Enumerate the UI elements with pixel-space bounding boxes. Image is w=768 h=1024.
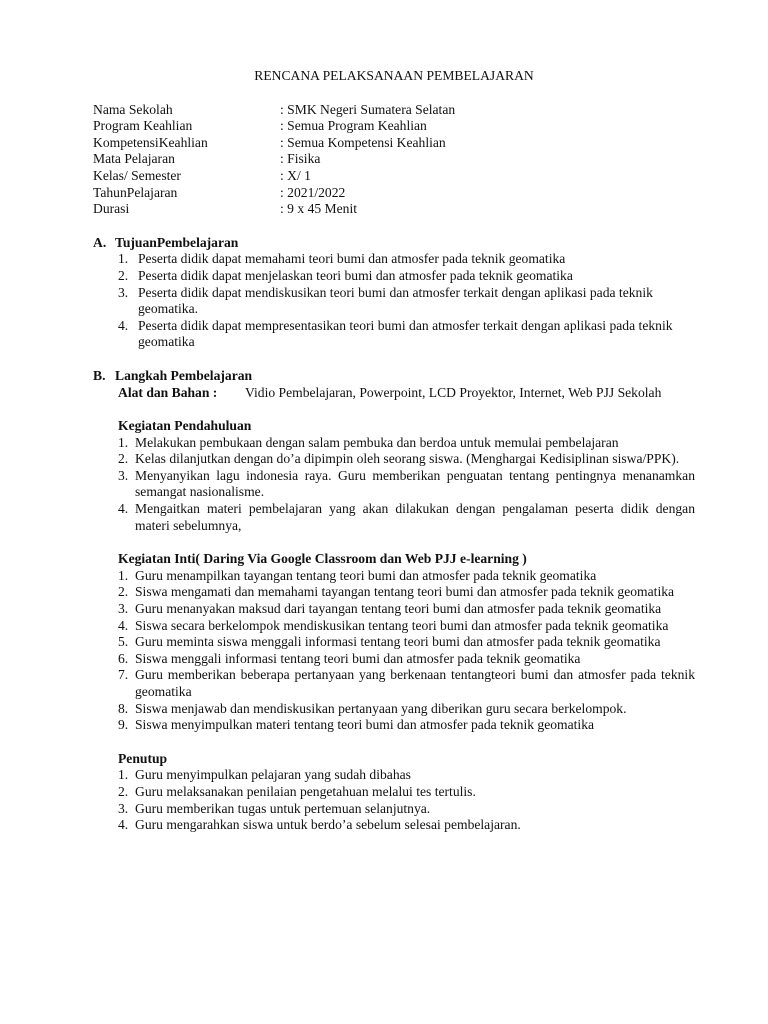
list-item xyxy=(118,767,695,784)
info-label: Nama Sekolah xyxy=(93,101,173,117)
item-text: Mengaitkan materi pembelajaran yang akan dilakukan dengan pengalaman peserta didik dengan materi sebelumnya, xyxy=(135,501,695,533)
item-text: Guru meminta siswa menggali informasi tentang teori bumi dan atmosfer pada teknik geomatika xyxy=(135,634,661,650)
info-value: : Semua Kompetensi Keahlian xyxy=(280,134,446,150)
item-number: 3. xyxy=(118,284,129,300)
item-text: Siswa menjawab dan mendiskusikan pertanyaan yang diberikan guru secara berkelompok. xyxy=(135,700,627,716)
item-number: 2. xyxy=(118,783,129,799)
info-row xyxy=(93,185,695,202)
list-item xyxy=(118,584,695,601)
item-text: Siswa secara berkelompok mendiskusikan tentang teori bumi dan atmosfer pada teknik geomatika xyxy=(135,617,669,633)
section-letter: A. xyxy=(93,234,107,250)
list-item xyxy=(118,451,695,468)
list-item xyxy=(118,634,695,651)
info-row xyxy=(93,201,695,218)
info-value: : Fisika xyxy=(280,151,321,167)
item-number: 5. xyxy=(118,634,129,650)
document-page xyxy=(93,68,695,834)
penutup-heading: Penutup xyxy=(118,750,168,766)
item-number: 4. xyxy=(118,817,129,833)
list-item xyxy=(118,501,695,534)
info-table xyxy=(93,102,695,218)
item-number: 2. xyxy=(118,584,129,600)
info-label: Program Keahlian xyxy=(93,118,193,134)
list-item xyxy=(118,435,695,452)
item-number: 1. xyxy=(118,767,129,783)
item-text: Guru mengarahkan siswa untuk berdo’a sebelum selesai pembelajaran. xyxy=(135,817,521,833)
item-text: Peserta didik dapat menjelaskan teori bumi dan atmosfer pada teknik geomatika xyxy=(138,267,573,283)
item-number: 1. xyxy=(118,434,129,450)
document-title: RENCANA PELAKSANAAN PEMBELAJARAN xyxy=(254,68,534,83)
item-number: 3. xyxy=(118,601,129,617)
list-item xyxy=(118,667,695,700)
list-item xyxy=(118,568,695,585)
item-number: 1. xyxy=(118,567,129,583)
penutup-list xyxy=(93,767,695,833)
item-number: 4. xyxy=(118,617,129,633)
item-number: 7. xyxy=(118,667,129,683)
info-label: TahunPelajaran xyxy=(93,184,178,200)
list-item xyxy=(118,251,695,268)
item-number: 1. xyxy=(118,251,129,267)
item-number: 8. xyxy=(118,700,129,716)
inti-heading: Kegiatan Inti( Daring Via Google Classroom dan Web PJJ e-learning ) xyxy=(118,551,527,567)
item-text: Peserta didik dapat mendiskusikan teori bumi dan atmosfer terkait dengan aplikasi pada teknik geomatika. xyxy=(138,284,653,317)
info-value: : 9 x 45 Menit xyxy=(280,201,358,217)
list-item xyxy=(118,801,695,818)
info-value: : X/ 1 xyxy=(280,167,311,183)
info-value: : 2021/2022 xyxy=(280,184,346,200)
info-label: KompetensiKeahlian xyxy=(93,134,208,150)
list-item xyxy=(118,618,695,635)
item-number: 9. xyxy=(118,717,129,733)
item-text: Guru menanyakan maksud dari tayangan tentang teori bumi dan atmosfer pada teknik geomatika xyxy=(135,601,662,617)
item-text: Melakukan pembukaan dengan salam pembuka dan berdoa untuk memulai pembelajaran xyxy=(135,434,619,450)
section-a-heading xyxy=(93,235,695,252)
item-number: 6. xyxy=(118,650,129,666)
item-text: Kelas dilanjutkan dengan do’a dipimpin oleh seorang siswa. (Menghargai Kedisiplinan siswa/PPK). xyxy=(135,451,680,467)
info-value: : Semua Program Keahlian xyxy=(280,118,427,134)
list-item xyxy=(118,701,695,718)
item-text: Guru memberikan beberapa pertanyaan yang berkenaan tentangteori bumi dan atmosfer pada teknik geomatika xyxy=(135,667,695,699)
list-item xyxy=(118,717,695,734)
item-text: Guru melaksanakan penilaian pengetahuan melalui tes tertulis. xyxy=(135,783,476,799)
item-text: Peserta didik dapat mempresentasikan teori bumi dan atmosfer terkait dengan aplikasi pada teknik geomatika xyxy=(138,317,673,350)
item-text: Siswa menggali informasi tentang teori bumi dan atmosfer pada teknik geomatika xyxy=(135,650,581,666)
list-item xyxy=(118,468,695,501)
item-number: 3. xyxy=(118,467,129,483)
item-number: 2. xyxy=(118,267,129,283)
pendahuluan-heading: Kegiatan Pendahuluan xyxy=(118,418,252,434)
item-text: Guru menyimpulkan pelajaran yang sudah dibahas xyxy=(135,767,411,783)
list-item xyxy=(118,285,695,318)
item-text: Guru menampilkan tayangan tentang teori bumi dan atmosfer pada teknik geomatika xyxy=(135,567,597,583)
item-number: 3. xyxy=(118,800,129,816)
item-number: 4. xyxy=(118,501,129,517)
info-row xyxy=(93,118,695,135)
item-number: 2. xyxy=(118,451,129,467)
tools-label: Alat dan Bahan : xyxy=(118,384,218,400)
inti-list xyxy=(93,568,695,734)
info-row xyxy=(93,151,695,168)
list-item xyxy=(118,601,695,618)
item-text: Menyanyikan lagu indonesia raya. Guru memberikan penguatan tentang pentingnya menanamkan semangat nasionalisme. xyxy=(135,467,695,500)
item-text: Peserta didik dapat memahami teori bumi dan atmosfer pada teknik geomatika xyxy=(138,251,566,267)
tools-value: Vidio Pembelajaran, Powerpoint, LCD Proyektor, Internet, Web PJJ Sekolah xyxy=(245,384,662,400)
info-row xyxy=(93,135,695,152)
list-item xyxy=(118,784,695,801)
section-letter: B. xyxy=(93,367,106,383)
item-number: 4. xyxy=(118,317,129,333)
list-item xyxy=(118,318,695,351)
list-item xyxy=(118,268,695,285)
info-label: Kelas/ Semester xyxy=(93,167,181,183)
list-item xyxy=(118,817,695,834)
info-row xyxy=(93,168,695,185)
info-row xyxy=(93,102,695,119)
item-text: Siswa menyimpulkan materi tentang teori bumi dan atmosfer pada teknik geomatika xyxy=(135,717,595,733)
list-item xyxy=(118,651,695,668)
section-b-heading xyxy=(93,368,695,385)
pendahuluan-list xyxy=(93,435,695,535)
section-title: Langkah Pembelajaran xyxy=(115,367,253,383)
item-text: Siswa mengamati dan memahami tayangan tentang teori bumi dan atmosfer pada teknik geomatika xyxy=(135,584,675,600)
objectives-list xyxy=(93,251,695,351)
info-label: Mata Pelajaran xyxy=(93,151,175,167)
item-text: Guru memberikan tugas untuk pertemuan selanjutnya. xyxy=(135,800,431,816)
tools-row xyxy=(118,385,695,402)
info-value: : SMK Negeri Sumatera Selatan xyxy=(280,101,456,117)
section-title: TujuanPembelajaran xyxy=(115,234,239,250)
info-label: Durasi xyxy=(93,201,130,217)
